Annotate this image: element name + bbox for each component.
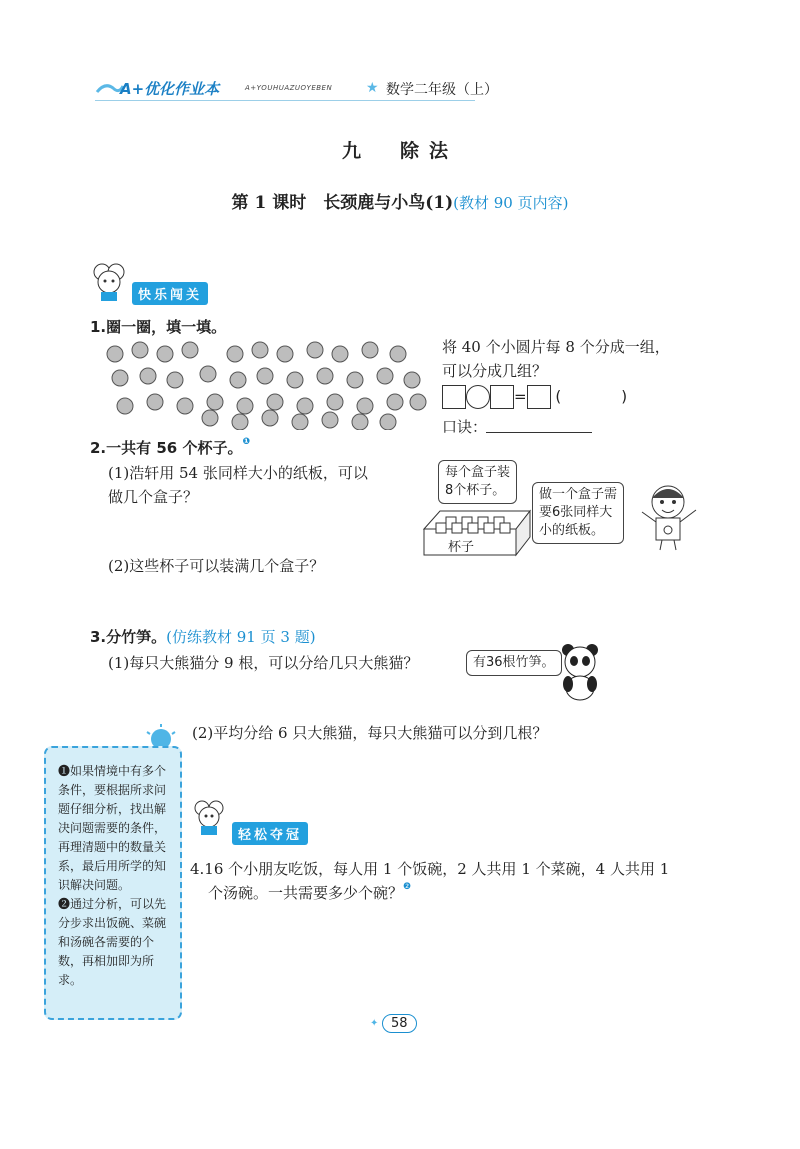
- bubble-boy-line2: 要6张同样大: [539, 505, 613, 520]
- lesson-title: [0, 188, 800, 213]
- answer-box-1[interactable]: [442, 385, 466, 409]
- header-brand-sub: A+YOUHUAZUOYEBEN: [245, 84, 333, 92]
- tip-sidebar: [44, 746, 182, 1020]
- running-mouse-icon: [188, 798, 232, 838]
- page-star-icon: ✦: [370, 1018, 379, 1029]
- kouju-answer-line[interactable]: [486, 432, 592, 433]
- tip-paragraph-2: ❷通过分析，可以先分步求出饭碗、菜碗和汤碗各需要的个数，再相加即为所求。: [58, 897, 167, 987]
- crate-label: 杯子: [448, 540, 475, 555]
- bubble-box-line2: 8个杯子。: [445, 483, 506, 498]
- q1-title: 1.圈一圈，填一填。: [90, 318, 227, 336]
- header-divider: [95, 100, 475, 101]
- lesson-title-text: 第 1 课时 长颈鹿与小鸟(1): [231, 193, 454, 213]
- mouse-mascot-icon: [88, 260, 130, 306]
- header-brand: A+优化作业本: [120, 80, 220, 98]
- q3-sub1: (1)每只大熊猫分 9 根，可以分给几只大熊猫？: [108, 654, 419, 672]
- q4-line2: [208, 882, 411, 903]
- answer-box-2[interactable]: [490, 385, 514, 409]
- page-number: 58: [382, 1014, 417, 1033]
- q3-sub2: (2)平均分给 6 只大熊猫，每只大熊猫可以分到几根？: [192, 724, 548, 742]
- lesson-ref: (教材 90 页内容): [453, 194, 569, 212]
- bubble-boy-line3: 小的纸板。: [539, 523, 605, 538]
- q2-sub1-line1: (1)浩轩用 54 张同样大小的纸板，可以: [108, 464, 368, 482]
- note-marker-2: ❷: [403, 882, 412, 892]
- panda-illustration: [556, 642, 604, 702]
- tip-paragraph-1: ❶如果情境中有多个条件，要根据所求问题仔细分析，找出解决问题需要的条件，再理清题中的数量关系，最后用所学的知识解决问题。: [58, 764, 167, 892]
- answer-box-3[interactable]: [527, 385, 551, 409]
- q3-ref: (仿练教材 91 页 3 题): [166, 628, 316, 646]
- q3-title: [90, 626, 316, 647]
- section-badge-happy: 快乐闯关: [132, 282, 208, 305]
- section-badge-champion: 轻松夺冠: [232, 822, 308, 845]
- bubble-box-capacity: [438, 460, 517, 504]
- q3-title-text: 3.分竹笋。: [90, 628, 167, 646]
- bubble-box-line1: 每个盒子装: [445, 465, 511, 480]
- dot-cluster: [100, 340, 430, 430]
- unit-paren: ( ): [555, 387, 628, 406]
- star-icon: ★: [366, 80, 379, 96]
- q4-line1: 4.16 个小朋友吃饭，每人用 1 个饭碗，2 人共用 1 个菜碗，4 人共用 1: [190, 860, 670, 878]
- q1-prompt-line1: 将 40 个小圆片每 8 个分成一组，: [442, 338, 670, 356]
- chapter-title: 九 除法: [341, 140, 458, 162]
- q1-kouju-label: 口诀：: [442, 418, 488, 436]
- note-marker-1: ❶: [242, 437, 251, 447]
- bubble-boy: [532, 482, 624, 544]
- equals-sign: =: [514, 387, 527, 406]
- q2-title-text: 2.一共有 56 个杯子。: [90, 439, 243, 457]
- q4-line2-text: 个汤碗。一共需要多少个碗？: [208, 884, 404, 902]
- q2-sub2: (2)这些杯子可以装满几个盒子？: [108, 557, 325, 575]
- bubble-panda: 有36根竹笋。: [466, 650, 562, 676]
- q2-title: [90, 437, 250, 458]
- operator-circle[interactable]: [466, 385, 490, 409]
- cup-crate-illustration: [420, 505, 532, 557]
- header-subject: 数学二年级（上）: [386, 82, 498, 98]
- bubble-boy-line1: 做一个盒子需: [539, 487, 618, 502]
- q1-prompt-line2: 可以分成几组？: [442, 362, 548, 380]
- boy-illustration: [636, 480, 702, 552]
- q1-equation: [442, 385, 627, 409]
- q2-sub1-line2: 做几个盒子？: [108, 488, 199, 506]
